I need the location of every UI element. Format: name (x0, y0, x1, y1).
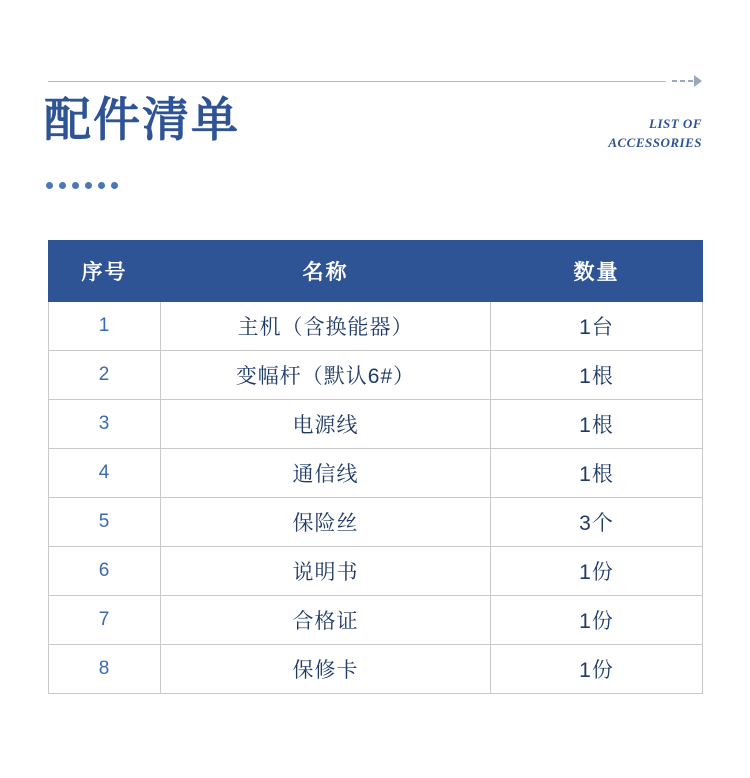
cell-no: 7 (49, 596, 161, 645)
dot (111, 182, 118, 189)
dot (46, 182, 53, 189)
table-row (49, 302, 703, 351)
table-row (49, 596, 703, 645)
cell-no: 6 (49, 547, 161, 596)
column-header-name: 名称 (161, 241, 491, 302)
cell-qty: 1台 (491, 302, 703, 351)
cell-qty: 1根 (491, 351, 703, 400)
cell-no: 4 (49, 449, 161, 498)
table-row (49, 449, 703, 498)
cell-name: 主机（含换能器） (161, 302, 491, 351)
cell-qty: 1份 (491, 596, 703, 645)
table-row (49, 498, 703, 547)
column-header-no: 序号 (49, 241, 161, 302)
table-header (49, 241, 703, 302)
cell-name: 保险丝 (161, 498, 491, 547)
table-row (49, 547, 703, 596)
cell-no: 8 (49, 645, 161, 694)
table-row (49, 400, 703, 449)
page-title: 配件清单 (44, 95, 240, 147)
cell-no: 1 (49, 302, 161, 351)
table-body (49, 302, 703, 694)
cell-no: 3 (49, 400, 161, 449)
accessory-table (48, 240, 703, 694)
cell-qty: 1根 (491, 400, 703, 449)
cell-name: 电源线 (161, 400, 491, 449)
page-header (0, 0, 750, 220)
arrow-right-icon (672, 74, 702, 88)
decorative-dots (46, 182, 118, 189)
column-header-qty: 数量 (491, 241, 703, 302)
cell-no: 2 (49, 351, 161, 400)
subtitle-line-2: ACCESSORIES (608, 135, 702, 150)
table-header-row (49, 241, 703, 302)
cell-name: 变幅杆（默认6#） (161, 351, 491, 400)
cell-name: 保修卡 (161, 645, 491, 694)
cell-qty: 1份 (491, 645, 703, 694)
accessory-table-container (48, 240, 702, 694)
cell-no: 5 (49, 498, 161, 547)
cell-name: 通信线 (161, 449, 491, 498)
dot (98, 182, 105, 189)
subtitle-line-1: LIST OF (649, 116, 702, 131)
cell-qty: 1根 (491, 449, 703, 498)
cell-name: 合格证 (161, 596, 491, 645)
table-row (49, 645, 703, 694)
page-subtitle (442, 114, 702, 152)
dot (59, 182, 66, 189)
divider-line (48, 81, 666, 82)
cell-qty: 3个 (491, 498, 703, 547)
table-row (49, 351, 703, 400)
cell-qty: 1份 (491, 547, 703, 596)
dot (85, 182, 92, 189)
cell-name: 说明书 (161, 547, 491, 596)
dot (72, 182, 79, 189)
header-divider (48, 74, 702, 88)
